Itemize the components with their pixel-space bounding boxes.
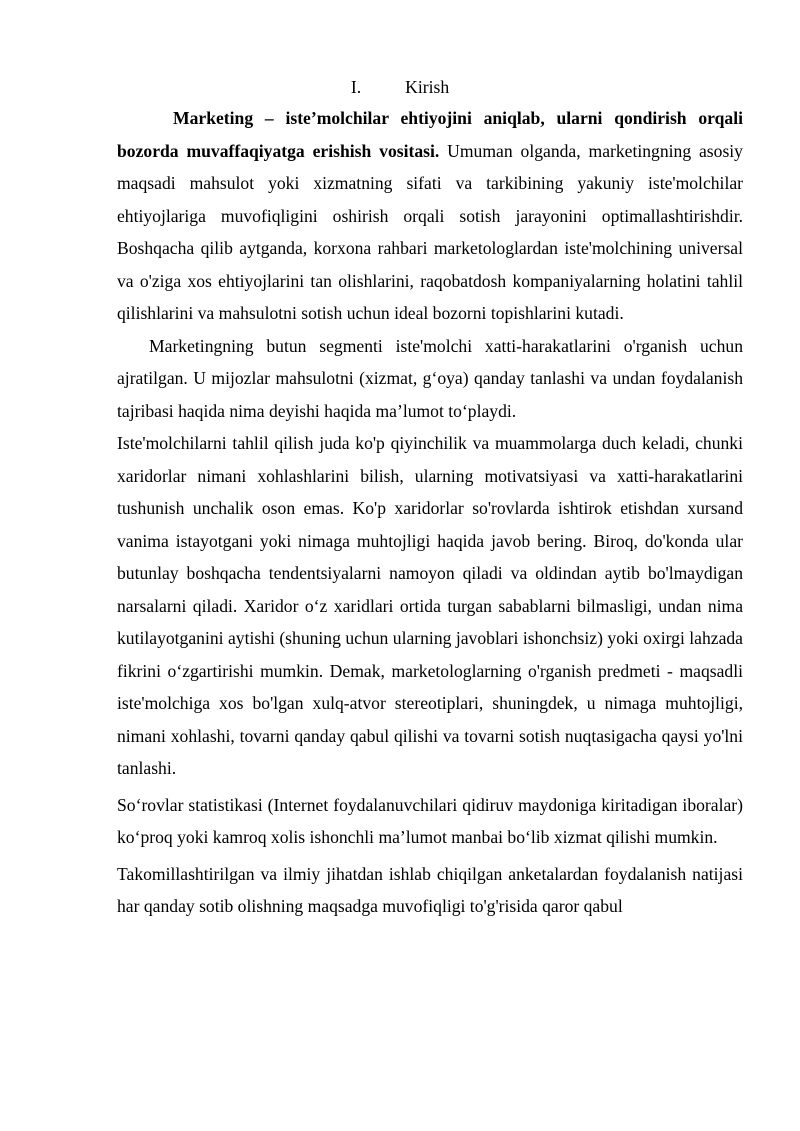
paragraph-questionnaires <box>117 858 743 923</box>
paragraph-analysis <box>117 427 743 785</box>
definition-lead: Marketing – iste’molchilar ehtiyojini aniqlab, ularni qondirish orqali bozorda muvaffaqiyatga erishish vositasi. <box>117 108 743 161</box>
paragraph-intro <box>117 102 743 330</box>
section-heading <box>0 73 800 101</box>
paragraph-segment <box>117 330 743 428</box>
section-number: I. <box>350 77 362 97</box>
paragraph-statistics <box>117 789 743 854</box>
paragraph-text: Iste'molchilarni tahlil qilish juda ko'p qiyinchilik va muammolarga duch keladi, chunki xaridorlar nimani xohlashlarini bilish, ularning motivatsiyasi va xatti-harakatlarini tushunish unchalik oson emas. Ko'p xaridorlar so'rovlarda ishtirok etishdan xursand vanima istayotgani yoki nimaga muhtojligi haqida javob bering. Biroq, do'konda ular butunlay boshqacha tendentsiyalarni namoyon qiladi va oldindan aytib bo'lmaydigan narsalarni qiladi. Xaridor o‘z xaridlari ortida turgan sabablarni bilmasligi, undan nima kutilayotganini aytishi (shuning uchun ularning javoblari ishonchsiz) yoki oxirgi lahzada fikrini o‘zgartirishi mumkin. Demak, marketologlarning o'rganish predmeti - maqsadli iste'molchiga xos bo'lgan xulq-atvor stereotiplari, shuningdek, u nimaga muhtojligi, nimani xohlashi, tovarni qanday qabul qilishi va tovarni sotish nuqtasigacha qaysi yo'lni tanlashi. <box>117 433 743 778</box>
paragraph-text: Takomillashtirilgan va ilmiy jihatdan ishlab chiqilgan anketalardan foydalanish natijasi har qanday sotib olishning maqsadga muvofiqligi to'g'risida qaror qabul <box>117 863 743 916</box>
section-title: Kirish <box>405 77 450 97</box>
document-body <box>117 102 743 923</box>
paragraph-text: Umuman olganda, marketingning asosiy maqsadi mahsulot yoki xizmatning sifati va tarkibining yakuniy iste'molchilar ehtiyojlariga muvofiqligini oshirish orqali sotish jarayonini optimallashtirishdir. Boshqacha qilib aytganda, korxona rahbari marketologlardan iste'molchining universal va o'ziga xos ehtiyojlarini tan olishlarini, raqobatdosh kompaniyalarning holatini tahlil qilishlarini va mahsulotni sotish uchun ideal bozorni topishlarini kutadi. <box>117 140 743 323</box>
paragraph-text: So‘rovlar statistikasi (Internet foydalanuvchilari qidiruv maydoniga kiritadigan iboralar) ko‘proq yoki kamroq xolis ishonchli ma’lumot manbai bo‘lib xizmat qilishi mumkin. <box>117 794 743 847</box>
paragraph-text: Marketingning butun segmenti iste'molchi xatti-harakatlarini o'rganish uchun ajratilgan. U mijozlar mahsulotni (xizmat, g‘oya) qanday tanlashi va undan foydalanish tajribasi haqida nima deyishi haqida ma’lumot to‘playdi. <box>117 335 743 421</box>
